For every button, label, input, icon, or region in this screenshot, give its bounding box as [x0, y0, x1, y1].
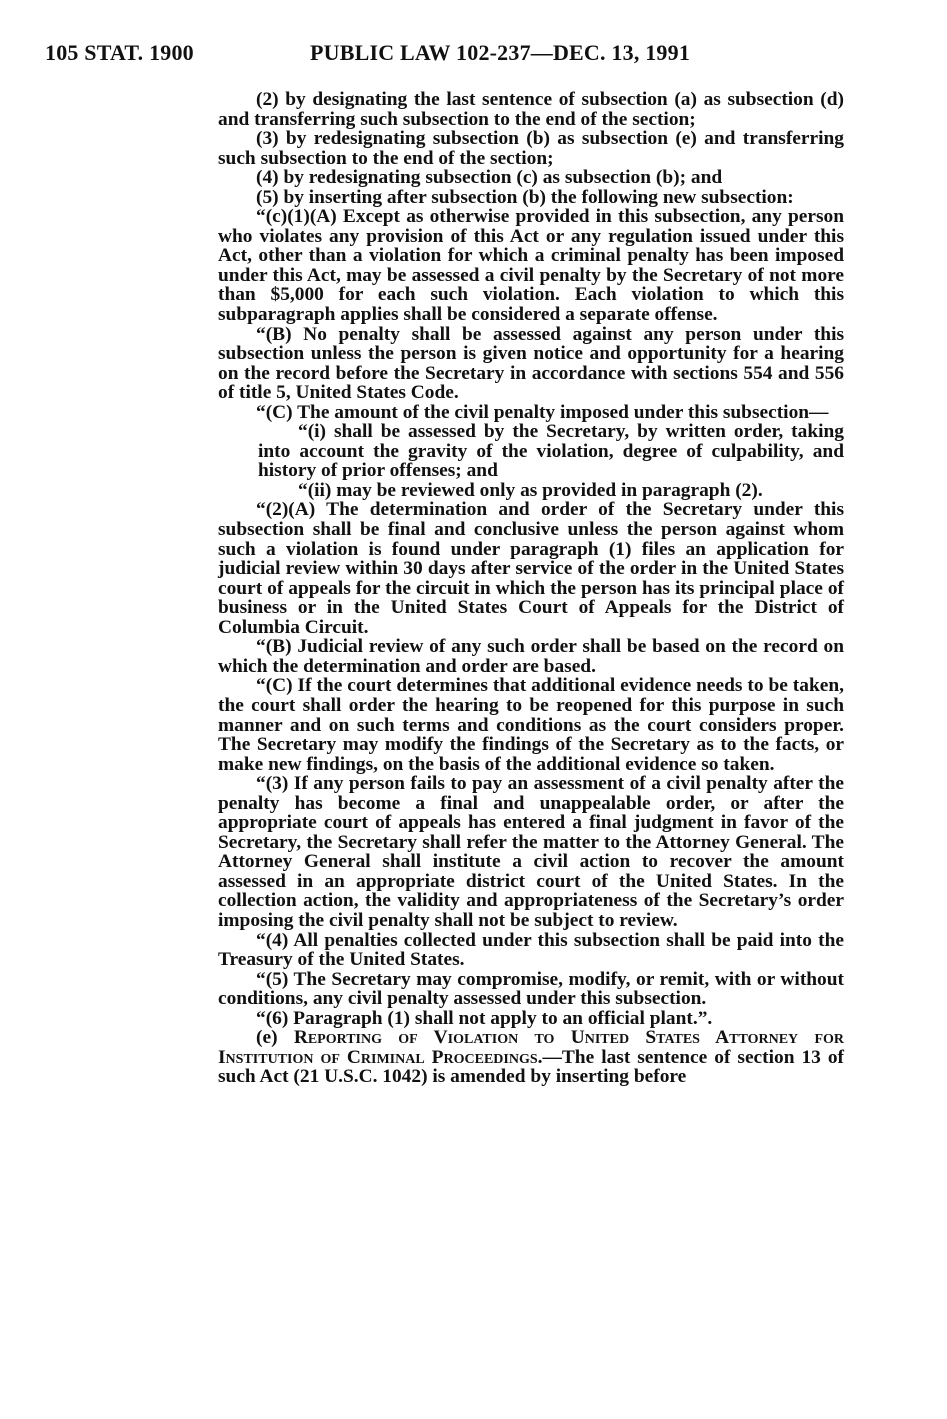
subsection-c-2-b: “(B) Judicial review of any such order shall be based on the record on which the determination and order are based. — [218, 636, 844, 677]
subsection-e — [218, 1028, 844, 1087]
paragraph-3: (3) by redesignating subsection (b) as subsection (e) and transferring such subsection to the end of the section; — [218, 128, 844, 169]
page-header — [0, 40, 947, 70]
subsection-c-1-a: “(c)(1)(A) Except as otherwise provided in this subsection, any person who violates any provision of this Act or any regulation issued under this Act, other than a violation for which a criminal penalty has been imposed under this Act, may be assessed a civil penalty by the Secretary of not more than $5,000 for each such violation. Each violation to which this subparagraph applies shall be considered a separate offense. — [218, 206, 844, 326]
subsection-e-text: .—The last sentence of section 13 of such Act (21 U.S.C. 1042) is amended by inserting before — [218, 1046, 844, 1088]
clause-ii: “(ii) may be reviewed only as provided in paragraph (2). — [298, 479, 763, 501]
subsection-c-2-a: “(2)(A) The determination and order of the Secretary under this subsection shall be final and conclusive unless the person against whom such a violation is found under paragraph (1) files an application for judicial review within 30 days after service of the order in the United States court of appeals for the circuit in which the person has its principal place of business or in the United States Court of Appeals for the District of Columbia Circuit. — [218, 499, 844, 638]
clause-i: “(i) shall be assessed by the Secretary, by written order, taking into account the gravity of the violation, degree of culpability, and history of prior offenses; and — [258, 421, 844, 482]
subsection-c-3: “(3) If any person fails to pay an assessment of a civil penalty after the penalty has become a final and unappealable order, or after the appropriate court of appeals has entered a final judgment in favor of the Secretary, the Secretary shall refer the matter to the Attorney General. The Attorney General shall institute a civil action to recover the amount assessed in an appropriate district court of the United States. In the collection action, the validity and appropriateness of the Secretary’s order imposing the civil penalty shall not be subject to review. — [218, 773, 844, 931]
subsection-e-heading: Reporting of Violation to United States Attorney for Institution of Criminal Proceedings — [218, 1027, 845, 1068]
paragraph-5: (5) by inserting after subsection (b) the following new subsection: — [256, 186, 794, 208]
subsection-c-5: “(5) The Secretary may compromise, modify, or remit, with or without conditions, any civil penalty assessed under this subsection. — [218, 968, 844, 1010]
document-body — [218, 90, 844, 1087]
subsection-c-6: “(6) Paragraph (1) shall not apply to an official plant.”. — [256, 1007, 713, 1029]
subsection-c-1-c: “(C) The amount of the civil penalty imposed under this subsection— — [256, 401, 829, 423]
subsection-e-prefix: (e) — [256, 1027, 294, 1049]
paragraph-2: (2) by designating the last sentence of subsection (a) as subsection (d) and transferring such subsection to the end of the section; — [218, 89, 844, 130]
public-law-title: PUBLIC LAW 102-237—DEC. 13, 1991 — [310, 40, 691, 65]
subsection-c-1-b: “(B) No penalty shall be assessed against any person under this subsection unless the person is given notice and opportunity for a hearing on the record before the Secretary in accordance with sections 554 and 556 of title 5, United States Code. — [218, 323, 844, 404]
paragraph-4: (4) by redesignating subsection (c) as subsection (b); and — [256, 167, 723, 189]
subsection-c-4: “(4) All penalties collected under this subsection shall be paid into the Treasury of the United States. — [218, 929, 844, 971]
subsection-c-2-c: “(C) If the court determines that additional evidence needs to be taken, the court shall order the hearing to be reopened for this purpose in such manner and on such terms and conditions as the court considers proper. The Secretary may modify the findings of the Secretary as to the facts, or make new findings, on the basis of the additional evidence so taken. — [218, 675, 844, 775]
statute-page-number: 105 STAT. 1900 — [45, 40, 194, 65]
